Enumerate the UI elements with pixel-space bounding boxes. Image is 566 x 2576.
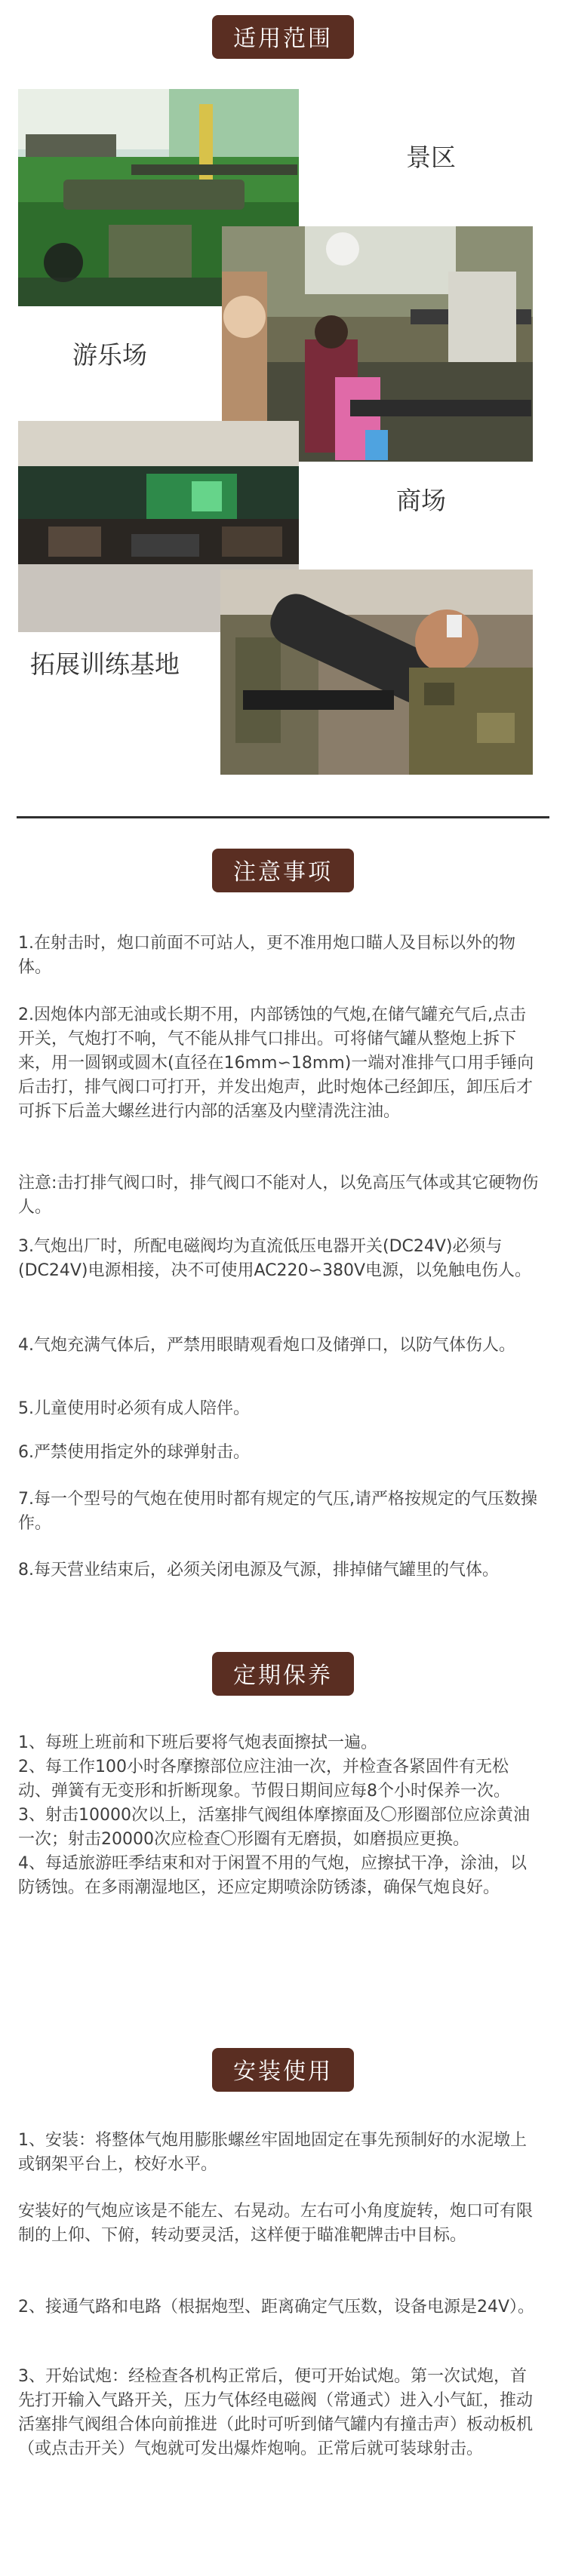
note-item-6: 6.严禁使用指定外的球弹射击。 [18, 1443, 250, 1462]
scope-mall-label: 商场 [396, 486, 446, 515]
training-base-photo [220, 570, 533, 775]
maintenance-list: 1、每班上班前和下班后要将气炮表面擦拭一遍。 2、每工作100小时各摩擦部位应注油一次，并检查各紧固件有无松动、弹簧有无变形和折断现象。节假日期间应每8个小时保养一次。 3、射击10000次以上，活塞排气阀组体摩擦面及〇形圈部位应涂黄油一次；射击20000次应检查〇形圈有无磨损，如磨损应更换。 4、每适旅游旺季结束和对于闲置不用的气炮，应擦拭干净，涂油，以防锈蚀。在多雨潮湿地区，还应定期喷涂防锈漆，确保气炮良好。 [18, 1733, 530, 1897]
note-item-5: 5.儿童使用时必须有成人陪伴。 [18, 1399, 250, 1418]
note-warning: 注意:击打排气阀口时，排气阀口不能对人，以免高压气体或其它硬物伤人。 [18, 1174, 539, 1217]
section-divider [17, 816, 549, 818]
note-item-4: 4.气炮充满气体后，严禁用眼睛观看炮口及储弹口，以防气体伤人。 [18, 1336, 515, 1355]
scope-amusement-label: 游乐场 [72, 340, 147, 370]
install-step-3: 3、开始试炮：经检查各机构正常后，便可开始试炮。第一次试炮，首先打开输入气路开关，压力气体经电磁阀（常通式）进入小气缸，推动活塞排气阀组合体向前推进（此时可听到储气罐内有撞击声）板动板机（或点击开关）气炮就可发出爆炸炮响。正常后就可装球射击。 [18, 2367, 534, 2458]
maintenance-section-title: 定期保养 [212, 1652, 354, 1696]
note-item-8: 8.每天营业结束后，必须关闭电源及气源，排掉储气罐里的气体。 [18, 1561, 499, 1580]
scope-training-label: 拓展训练基地 [30, 649, 180, 679]
scope-section-title: 适用范围 [212, 15, 354, 59]
notes-section-title: 注意事项 [212, 849, 354, 892]
scope-scenic-label: 景区 [406, 143, 456, 172]
install-note: 安装好的气炮应该是不能左、右晃动。左右可小角度旋转，炮口可有限制的上仰、下俯，转动要灵活，这样便于瞄准靶牌击中目标。 [18, 2202, 534, 2245]
note-item-2: 2.因炮体内部无油或长期不用，内部锈蚀的气炮,在储气罐充气后,点击开关，气炮打不响，气不能从排气口排出。可将储气罐从整炮上拆下来，用一圆钢或圆木(直径在16mm∽18mm)一端对准排气口用手锤向后击打，排气阀口可打开，并发出炮声，此时炮体己经卸压，卸压后才可拆下后盖大螺丝进行内部的活塞及内壁清洗注油。 [18, 1006, 534, 1121]
install-section-title: 安装使用 [212, 2048, 354, 2092]
note-item-3: 3.气炮出厂时，所配电磁阀均为直流低压电器开关(DC24V)必须与(DC24V)电源相接，决不可使用AC220∽380V电源，以免触电伤人。 [18, 1237, 532, 1280]
install-step-2: 2、接通气路和电路（根据炮型、距离确定气压数，设备电源是24V）。 [18, 2298, 535, 2317]
install-step-1: 1、安装：将整体气炮用膨胀螺丝牢固地固定在事先预制好的水泥墩上或钢架平台上，校好水平。 [18, 2131, 527, 2174]
note-item-1: 1.在射击时，炮口前面不可站人，更不准用炮口瞄人及目标以外的物体。 [18, 934, 515, 977]
note-item-7: 7.每一个型号的气炮在使用时都有规定的气压,请严格按规定的气压数操作。 [18, 1490, 537, 1533]
